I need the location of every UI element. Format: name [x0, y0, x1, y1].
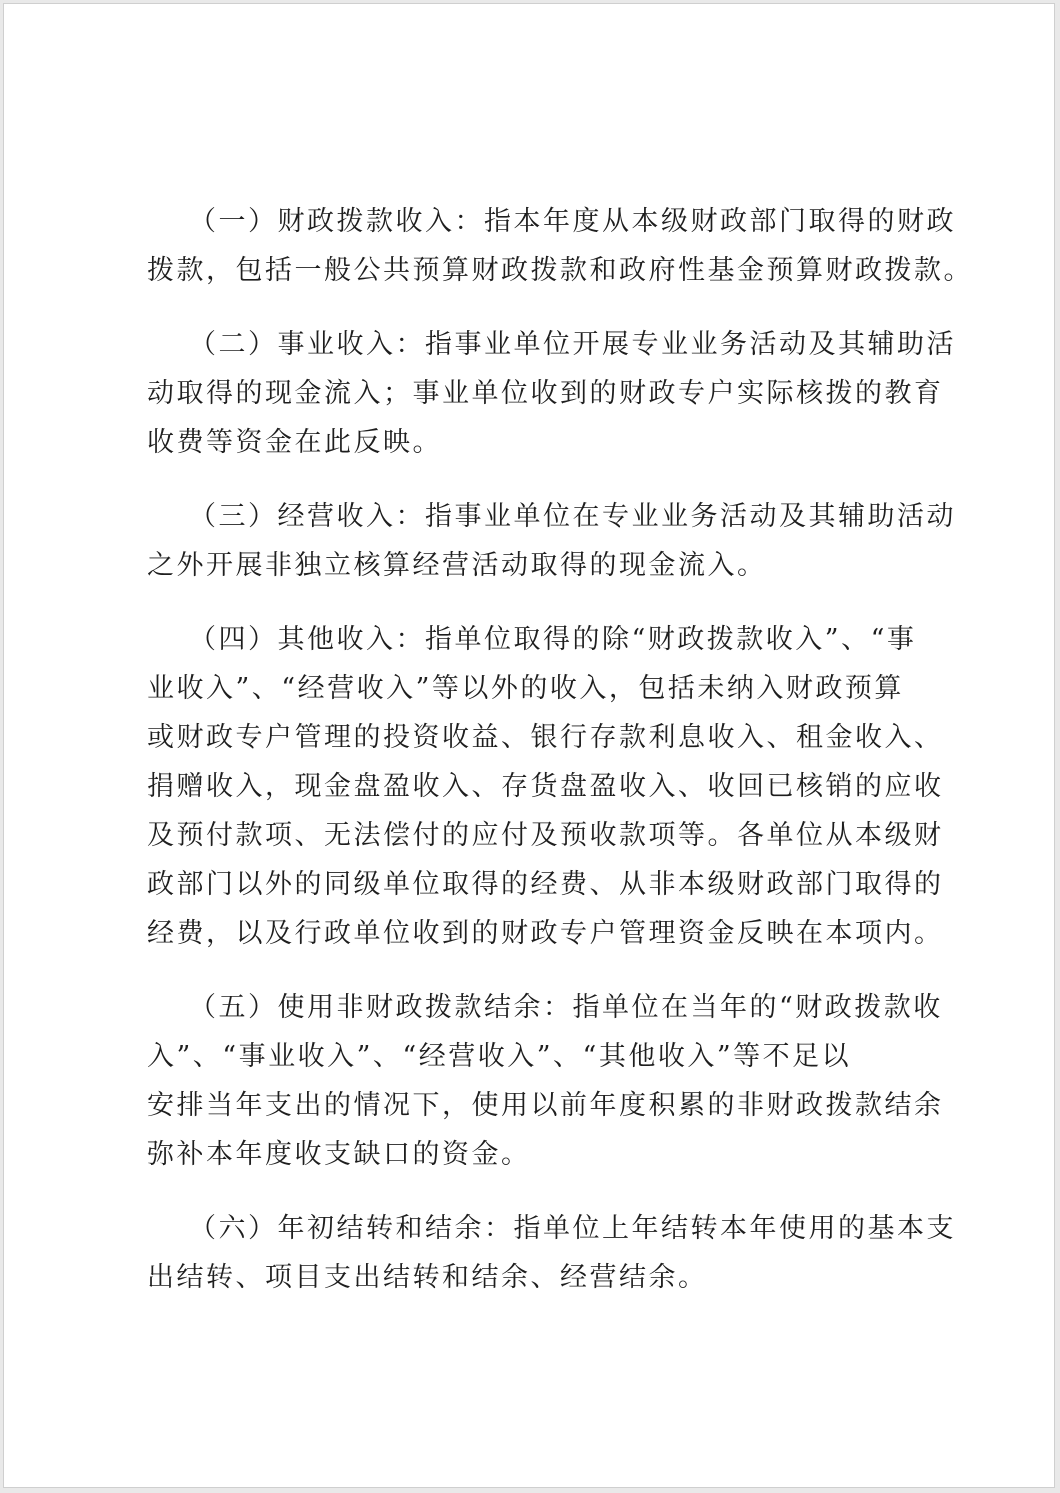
- paragraph-line: 拨款，包括一般公共预算财政拨款和政府性基金预算财政拨款。: [147, 255, 973, 286]
- paragraph-fiscal-appropriation-income: [147, 197, 973, 295]
- paragraph-line: 捐赠收入，现金盘盈收入、存货盘盈收入、收回已核销的应收: [147, 771, 944, 802]
- paragraph-line: 入”、“事业收入”、“经营收入”、“其他收入”等不足以: [147, 1041, 852, 1072]
- paragraph-line: （二）事业收入：指事业单位开展专业业务活动及其辅助活: [189, 329, 956, 360]
- paragraph-line: 弥补本年度收支缺口的资金。: [147, 1139, 531, 1170]
- paragraph-opening-carryover: [147, 1204, 956, 1302]
- paragraph-line: （六）年初结转和结余：指单位上年结转本年使用的基本支: [189, 1213, 956, 1244]
- paragraph-line: 动取得的现金流入；事业单位收到的财政专户实际核拨的教育: [147, 378, 944, 409]
- paragraph-other-income: [147, 615, 944, 958]
- paragraph-line: （三）经营收入：指事业单位在专业业务活动及其辅助活动: [189, 501, 956, 532]
- paragraph-business-income: [147, 320, 956, 467]
- paragraph-line: 经费，以及行政单位收到的财政专户管理资金反映在本项内。: [147, 918, 944, 949]
- paragraph-line: 业收入”、“经营收入”等以外的收入，包括未纳入财政预算: [147, 673, 904, 704]
- document-page: [3, 3, 1055, 1488]
- paragraph-operating-income: [147, 492, 956, 590]
- paragraph-line: 或财政专户管理的投资收益、银行存款利息收入、租金收入、: [147, 722, 944, 753]
- paragraph-line: 收费等资金在此反映。: [147, 427, 442, 458]
- paragraph-line: 之外开展非独立核算经营活动取得的现金流入。: [147, 550, 767, 581]
- paragraph-line: 政部门以外的同级单位取得的经费、从非本级财政部门取得的: [147, 869, 944, 900]
- paragraph-non-fiscal-surplus-usage: [147, 983, 944, 1179]
- document-body: [147, 197, 973, 1327]
- paragraph-line: （四）其他收入：指单位取得的除“财政拨款收入”、“事: [189, 624, 917, 655]
- paragraph-line: （五）使用非财政拨款结余：指单位在当年的“财政拨款收: [189, 992, 943, 1023]
- paragraph-line: 出结转、项目支出结转和结余、经营结余。: [147, 1262, 708, 1293]
- paragraph-line: （一）财政拨款收入：指本年度从本级财政部门取得的财政: [189, 206, 956, 237]
- paragraph-line: 及预付款项、无法偿付的应付及预收款项等。各单位从本级财: [147, 820, 944, 851]
- paragraph-line: 安排当年支出的情况下，使用以前年度积累的非财政拨款结余: [147, 1090, 944, 1121]
